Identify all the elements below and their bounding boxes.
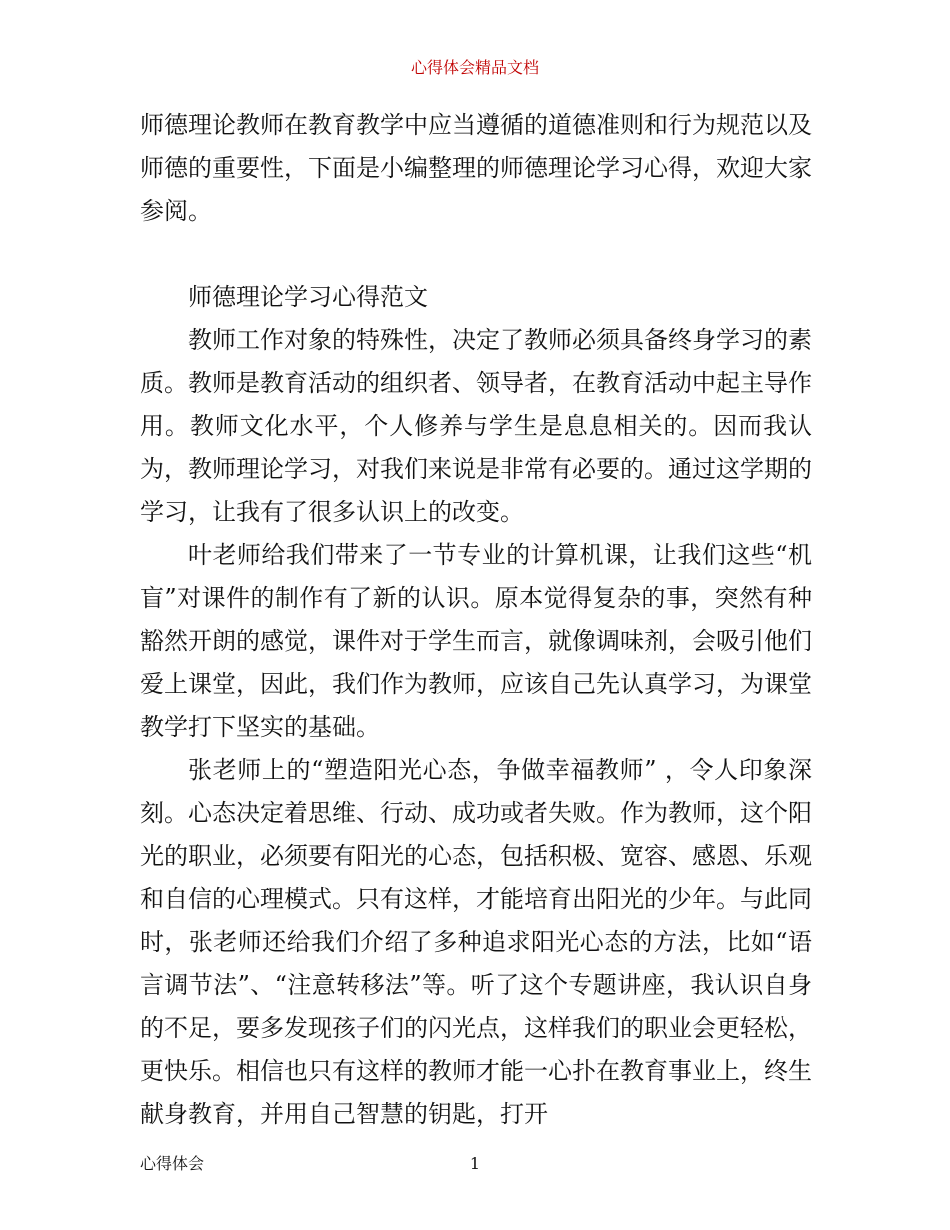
page-header-title: 心得体会精品文档 (410, 58, 539, 77)
body-paragraph-2: 叶老师给我们带来了一节专业的计算机课，让我们这些“机盲”对课件的制作有了新的认识。原本觉得复杂的事，突然有种豁然开朗的感觉，课件对于学生而言，就像调味剂，会吸引他们爱上课堂，因此，我们作为教师，应该自己先认真学习，为课堂教学打下坚实的基础。 (140, 541, 812, 741)
page-number: 1 (469, 1154, 481, 1173)
body-paragraph-3: 张老师上的“塑造阳光心态，争做幸福教师” ，令人印象深刻。心态决定着思维、行动、成功或者失败。作为教师，这个阳光的职业，必须要有阳光的心态，包括积极、宽容、感恩、乐观和自信的心理模式。只有这样，才能培育出阳光的少年。与此同时，张老师还给我们介绍了多种追求阳光心态的方法，比如“语言调节法”、“注意转移法”等。听了这个专题讲座，我认识自身的不足，要多发现孩子们的闪光点，这样我们的职业会更轻松，更快乐。相信也只有这样的教师才能一心扑在教育事业上，终生献身教育，并用自己智慧的钥匙，打开 (140, 756, 812, 1128)
intro-paragraph: 师德理论教师在教育教学中应当遵循的道德准则和行为规范以及师德的重要性，下面是小编整理的师德理论学习心得，欢迎大家参阅。 (140, 111, 812, 225)
body-paragraph-1: 教师工作对象的特殊性，决定了教师必须具备终身学习的素质。教师是教育活动的组织者、领导者，在教育活动中起主导作用。教师文化水平，个人修养与学生是息息相关的。因而我认为，教师理论学习，对我们来说是非常有必要的。通过这学期的学习，让我有了很多认识上的改变。 (140, 326, 812, 526)
section-title: 师德理论学习心得范文 (188, 283, 428, 311)
document-body (140, 104, 812, 1136)
footer-label: 心得体会 (140, 1154, 205, 1173)
